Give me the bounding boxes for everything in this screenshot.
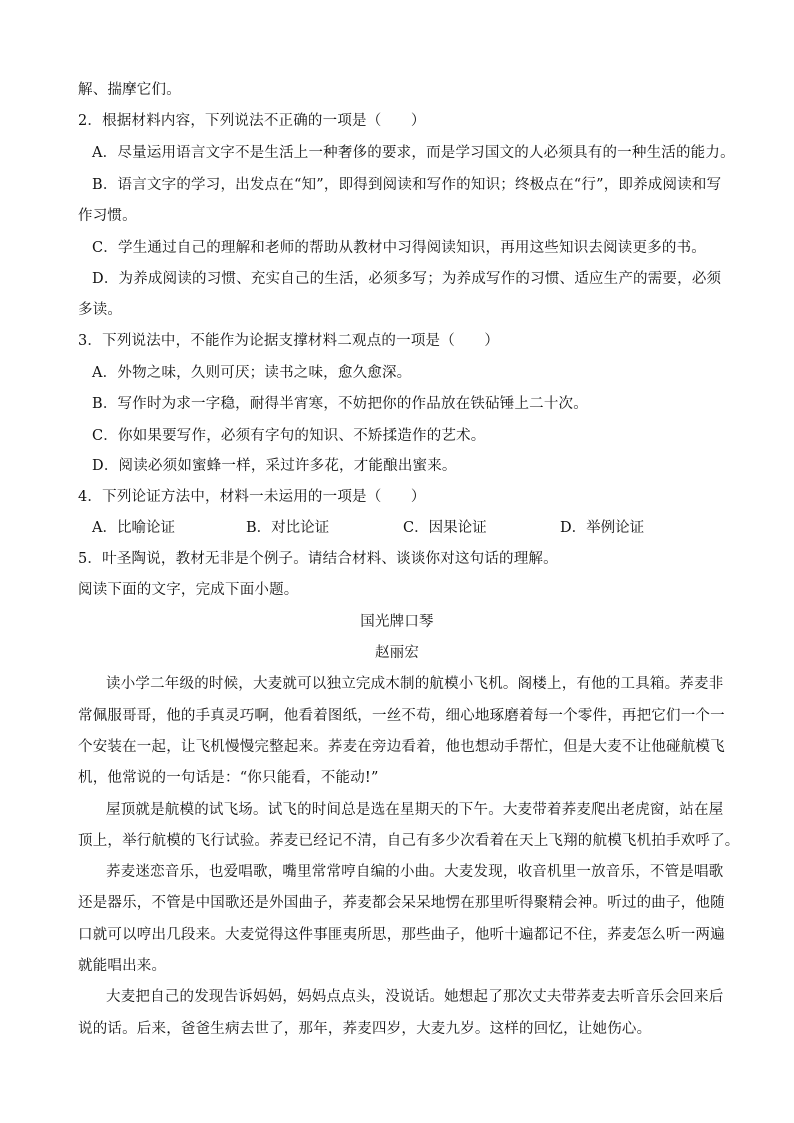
article-author: 赵丽宏 [374, 645, 420, 661]
paragraph-2-line: 顶上，举行航模的飞行试验。荞麦已经记不清，自己有多少次看着在天上飞翔的航模飞机拍手欢呼了。 [78, 833, 740, 849]
paragraph-1-line: 常佩服哥哥，他的手真灵巧啊，他看着图纸，一丝不苟，细心地琢磨着每一个零件，再把它们一个一 [78, 708, 725, 724]
paragraph-3-line: 就能唱出来。 [78, 958, 167, 974]
paragraph-3-line: 口就可以哼出几段来。大麦觉得这件事匪夷所思，那些曲子，他听十遍都记不住，荞麦怎么听一两遍 [78, 927, 725, 943]
question-2-option-a: A．尽量运用语言文字不是生活上一种奢侈的要求，而是学习国文的人必须具有的一种生活的能力。 [92, 145, 735, 161]
question-4-option-c: C．因果论证 [403, 520, 487, 536]
text-line: 解、揣摩它们。 [78, 82, 181, 98]
paragraph-2-line: 屋顶就是航模的试飞场。试飞的时间总是选在星期天的下午。大麦带着荞麦爬出老虎窗，站在屋 [106, 802, 724, 818]
question-2-option-d-cont: 多读。 [78, 302, 123, 318]
reading-instruction: 阅读下面的文字，完成下面小题。 [78, 582, 299, 598]
paragraph-1-line: 机，他常说的一句话是：“你只能看，不能动!” [78, 770, 379, 786]
question-2-option-b: B．语言文字的学习，出发点在“知”，即得到阅读和写作的知识；终极点在“行”，即养成阅读和写 [92, 177, 722, 193]
paragraph-1-line: 个安装在一起，让飞机慢慢完整起来。荞麦在旁边看着，他也想动手帮忙，但是大麦不让他碰航模飞 [78, 739, 725, 755]
question-3-option-a: A．外物之味，久则可厌；读书之味，愈久愈深。 [92, 365, 412, 381]
question-4-option-a: A．比喻论证 [92, 520, 175, 536]
question-2-option-d: D．为养成阅读的习惯、充实自己的生活，必须多写；为养成写作的习惯、适应生产的需要，必须 [92, 271, 722, 287]
paragraph-4-line: 大麦把自己的发现告诉妈妈，妈妈点点头，没说话。她想起了那次丈夫带荞麦去听音乐会回来后 [106, 989, 724, 1005]
paragraph-4-line: 说的话。后来，爸爸生病去世了，那年，荞麦四岁，大麦九岁。这样的回忆，让她伤心。 [78, 1021, 652, 1037]
question-5-stem: 5．叶圣陶说，教材无非是个例子。请结合材料、谈谈你对这句话的理解。 [78, 551, 558, 567]
question-2-option-b-cont: 作习惯。 [78, 208, 137, 224]
question-3-option-c: C．你如果要写作，必须有字句的知识、不矫揉造作的艺术。 [92, 428, 486, 444]
question-4-option-d: D．举例论证 [560, 520, 645, 536]
question-3-stem: 3．下列说法中，不能作为论据支撑材料二观点的一项是（ ） [78, 333, 500, 349]
question-4-option-b: B．对比论证 [246, 520, 330, 536]
question-3-option-b: B．写作时为求一字稳，耐得半宵寒，不妨把你的作品放在铁砧锤上二十次。 [92, 396, 588, 412]
question-2-option-c: C．学生通过自己的理解和老师的帮助从教材中习得阅读知识，再用这些知识去阅读更多的书。 [92, 240, 706, 256]
paragraph-3-line: 还是器乐，不管是中国歌还是外国曲子，荞麦都会呆呆地愣在那里听得聚精会神。听过的曲子，他随 [78, 895, 725, 911]
paragraph-3-line: 荞麦迷恋音乐，也爱唱歌，嘴里常常哼自编的小曲。大麦发现，收音机里一放音乐，不管是唱歌 [106, 864, 724, 880]
paragraph-1-line: 读小学二年级的时候，大麦就可以独立完成木制的航模小飞机。阁楼上，有他的工具箱。荞麦非 [106, 676, 724, 692]
question-2-stem: 2．根据材料内容，下列说法不正确的一项是（ ） [78, 113, 426, 129]
question-4-stem: 4．下列论证方法中，材料一未运用的一项是（ ） [78, 489, 426, 505]
question-3-option-d: D．阅读必须如蜜蜂一样，采过许多花，才能酿出蜜来。 [92, 458, 457, 474]
article-title: 国光牌口琴 [360, 614, 434, 630]
